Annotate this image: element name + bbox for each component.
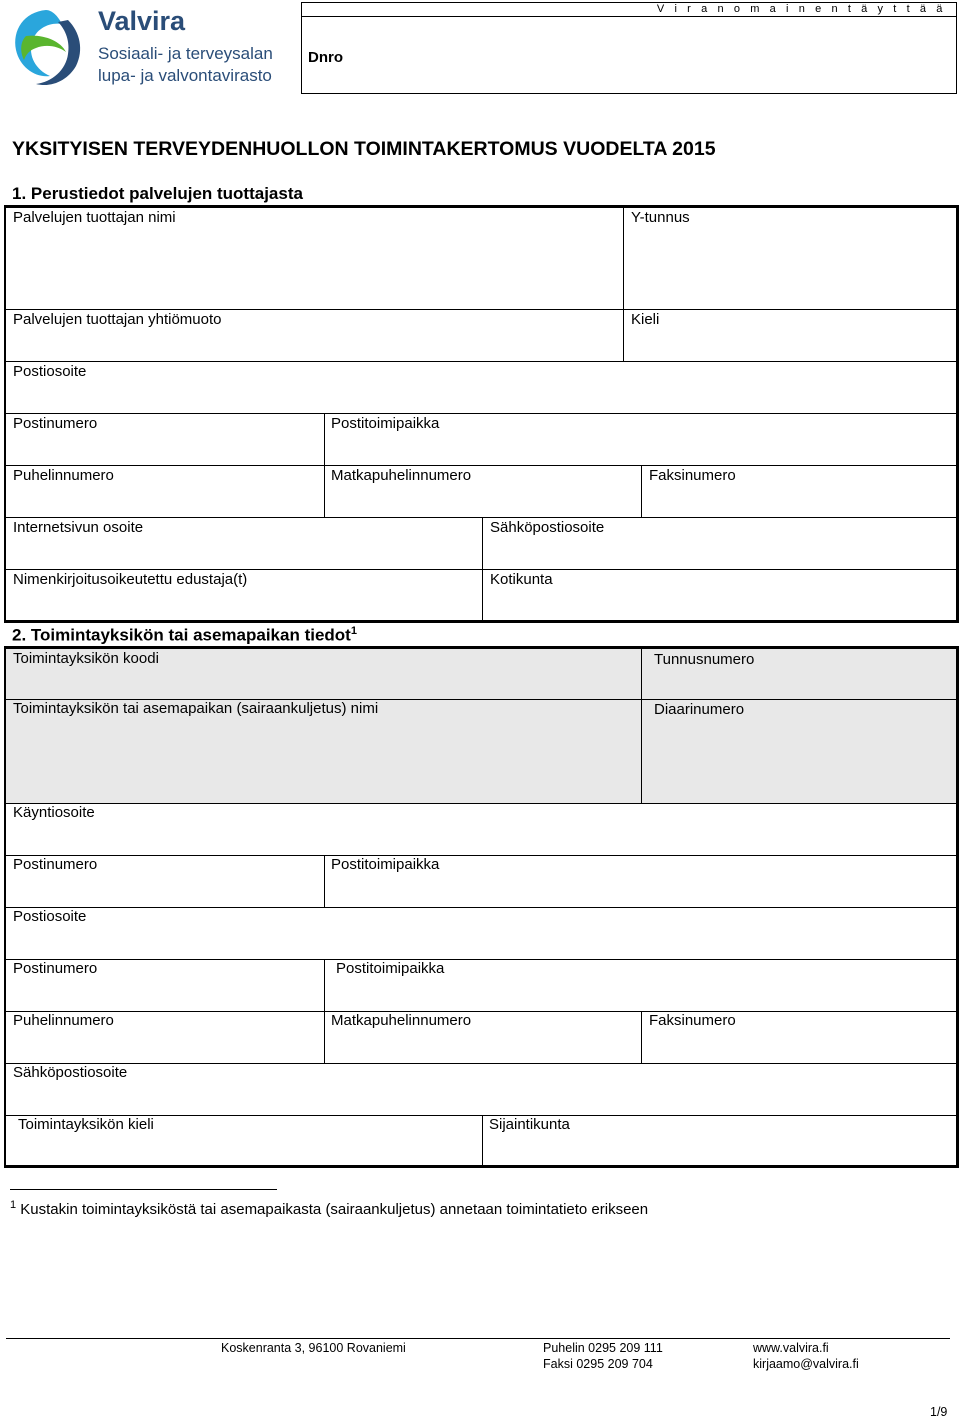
- visit-postal-code-label: Postinumero: [13, 856, 98, 873]
- visit-post-office-label: Postitoimipaikka: [331, 856, 440, 873]
- unit-language-label: Toimintayksikön kieli: [18, 1116, 154, 1133]
- section1-heading: 1. Perustiedot palvelujen tuottajasta: [12, 184, 303, 203]
- dnro-label: Dnro: [308, 49, 343, 66]
- signatories-label: Nimenkirjoitusoikeutettu edustaja(t): [13, 571, 248, 588]
- unit-fax-label: Faksinumero: [649, 1012, 736, 1029]
- logo-subtitle-line2: lupa- ja valvontavirasto: [98, 66, 272, 85]
- business-id-label: Y-tunnus: [631, 209, 690, 226]
- unit-postal-code-label: Postinumero: [13, 960, 98, 977]
- visit-address-field[interactable]: [6, 802, 957, 852]
- footer-email-link[interactable]: kirjaamo@valvira.fi: [753, 1357, 859, 1371]
- unit-email-label: Sähköpostiosoite: [13, 1064, 128, 1081]
- footnote-separator: [10, 1189, 277, 1190]
- email-label: Sähköpostiosoite: [490, 519, 605, 536]
- footer-fax: Faksi 0295 209 704: [543, 1357, 653, 1371]
- valvira-logo-mark-icon: [6, 6, 88, 90]
- valvira-logo: [6, 6, 296, 90]
- footer-address: Koskenranta 3, 96100 Rovaniemi: [221, 1341, 406, 1355]
- logo-subtitle-line1: Sosiaali- ja terveysalan: [98, 44, 273, 63]
- postal-code-label: Postinumero: [13, 415, 98, 432]
- postal-address-label: Postiosoite: [13, 363, 87, 380]
- footnote-text: Kustakin toimintayksiköstä tai asemapaikasta (sairaankuljetus) annetaan toimintatieto erikseen: [20, 1201, 649, 1218]
- municipality-label: Kotikunta: [490, 571, 553, 588]
- provider-name-label: Palvelujen tuottajan nimi: [13, 209, 176, 226]
- logo-wordmark: Valvira: [98, 6, 186, 36]
- municipality-field[interactable]: [482, 569, 957, 621]
- language-field[interactable]: [623, 309, 957, 359]
- language-label: Kieli: [631, 311, 660, 328]
- footer-rule: [6, 1338, 950, 1339]
- record-number-label: Diaarinumero: [654, 701, 745, 718]
- unit-postal-address-field[interactable]: [6, 906, 957, 956]
- section2-heading-text: 2. Toimintayksikön tai asemapaikan tiedot: [12, 625, 351, 645]
- fax-label: Faksinumero: [649, 467, 736, 484]
- footnote-ref-1: 1: [350, 625, 357, 637]
- footer-phone: Puhelin 0295 209 111: [543, 1341, 663, 1355]
- footer-website-link[interactable]: www.valvira.fi: [753, 1341, 829, 1355]
- authority-use-box: [301, 2, 957, 94]
- unit-email-field[interactable]: [6, 1062, 957, 1112]
- unit-post-office-label: Postitoimipaikka: [336, 960, 445, 977]
- document-title: YKSITYISEN TERVEYDENHUOLLON TOIMINTAKERTOMUS VUODELTA 2015: [12, 138, 716, 160]
- authority-use-heading: V i r a n o m a i n e n t ä y t t ä ä: [302, 3, 956, 17]
- unit-name-label: Toimintayksikön tai asemapaikan (sairaankuljetus) nimi: [13, 700, 379, 717]
- id-number-label: Tunnusnumero: [654, 651, 755, 668]
- phone-label: Puhelinnumero: [13, 467, 114, 484]
- website-label: Internetsivun osoite: [13, 519, 144, 536]
- footnote: [10, 1199, 648, 1218]
- section2-heading: [12, 625, 357, 646]
- company-form-label: Palvelujen tuottajan yhtiömuoto: [13, 311, 222, 328]
- unit-postal-address-label: Postiosoite: [13, 908, 87, 925]
- footnote-mark: 1: [10, 1199, 17, 1211]
- mobile-label: Matkapuhelinnumero: [331, 467, 472, 484]
- unit-phone-label: Puhelinnumero: [13, 1012, 114, 1029]
- location-municipality-label: Sijaintikunta: [489, 1116, 570, 1133]
- post-office-label: Postitoimipaikka: [331, 415, 440, 432]
- unit-mobile-label: Matkapuhelinnumero: [331, 1012, 472, 1029]
- unit-code-label: Toimintayksikön koodi: [13, 650, 159, 667]
- postal-address-field[interactable]: [6, 361, 957, 411]
- visit-address-label: Käyntiosoite: [13, 804, 95, 821]
- page-number: 1/9: [930, 1405, 948, 1419]
